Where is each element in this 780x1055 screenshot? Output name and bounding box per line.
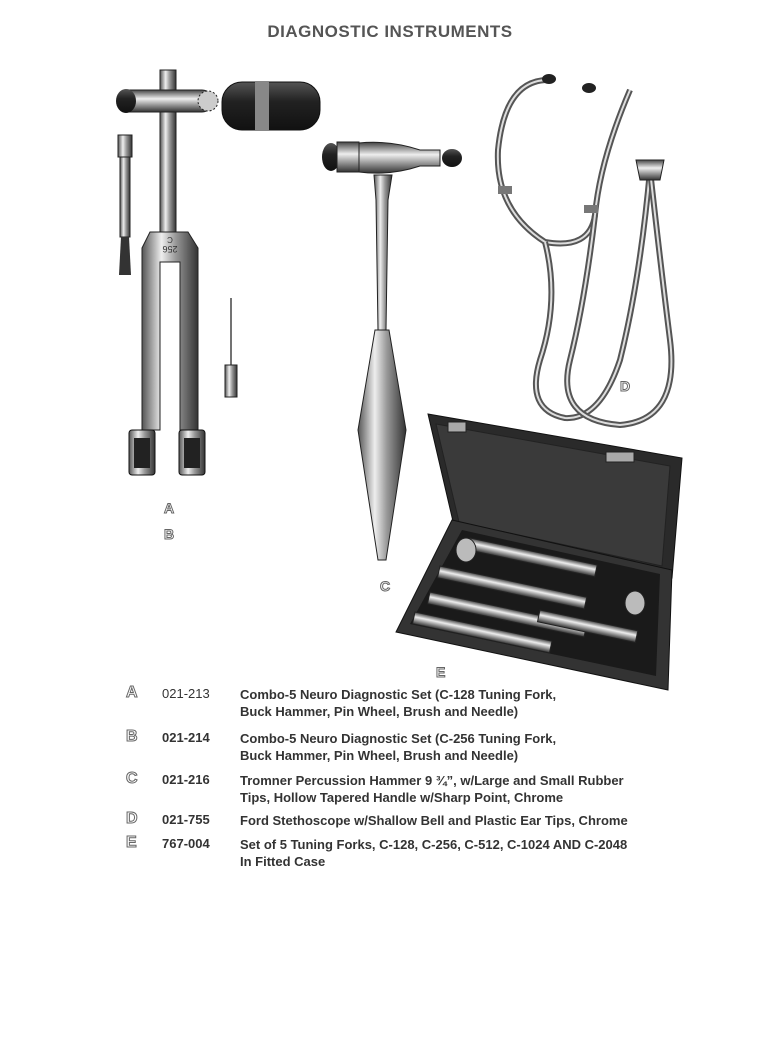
item-description xyxy=(240,730,700,764)
stethoscope-parts xyxy=(498,74,664,213)
desc-line: In Fitted Case xyxy=(240,854,326,869)
item-description xyxy=(240,686,700,720)
brush-illustration xyxy=(118,135,132,275)
figure-letter-d: D xyxy=(620,378,631,394)
tuning-fork-illustration xyxy=(129,232,205,475)
item-letter: B xyxy=(126,728,138,745)
desc-line: Set of 5 Tuning Forks, C-128, C-256, C-512, C-1024 AND C-2048 xyxy=(240,837,628,852)
fork-marking-c: C xyxy=(167,235,173,244)
desc-line: Tromner Percussion Hammer 9 ¾”, w/Large and Small Rubber xyxy=(240,773,624,788)
tuning-fork-case-illustration xyxy=(396,414,682,690)
stethoscope-illustration xyxy=(498,80,672,425)
item-description xyxy=(240,836,700,870)
figure-letter-a: A xyxy=(164,500,175,516)
item-code: 021-213 xyxy=(162,686,210,701)
desc-line: Combo-5 Neuro Diagnostic Set (C-256 Tuning Fork, xyxy=(240,731,557,746)
desc-line: Tips, Hollow Tapered Handle w/Sharp Point, Chrome xyxy=(240,790,564,805)
item-description xyxy=(240,772,700,806)
item-code: 021-216 xyxy=(162,772,210,787)
page-title: DIAGNOSTIC INSTRUMENTS xyxy=(267,22,513,41)
desc-line: Buck Hammer, Pin Wheel, Brush and Needle) xyxy=(240,704,519,719)
item-code: 021-214 xyxy=(162,730,210,745)
figure-letter-b: B xyxy=(164,526,175,542)
item-description xyxy=(240,812,700,829)
figure-letter-c: C xyxy=(380,578,391,594)
needle-illustration xyxy=(225,298,237,397)
buck-hammer-illustration xyxy=(116,70,320,232)
desc-line: Ford Stethoscope w/Shallow Bell and Plastic Ear Tips, Chrome xyxy=(240,813,628,828)
desc-line: Combo-5 Neuro Diagnostic Set (C-128 Tuning Fork, xyxy=(240,687,557,702)
figure-letter-e: E xyxy=(436,664,446,680)
item-letter: D xyxy=(126,810,138,827)
fork-marking: 256 xyxy=(162,244,178,254)
tromner-hammer-illustration xyxy=(322,142,462,560)
item-code: 021-755 xyxy=(162,812,210,827)
item-code: 767-004 xyxy=(162,836,210,851)
item-letter: A xyxy=(126,684,138,701)
item-letter: C xyxy=(126,770,138,787)
desc-line: Buck Hammer, Pin Wheel, Brush and Needle) xyxy=(240,748,519,763)
item-letter: E xyxy=(126,834,137,851)
